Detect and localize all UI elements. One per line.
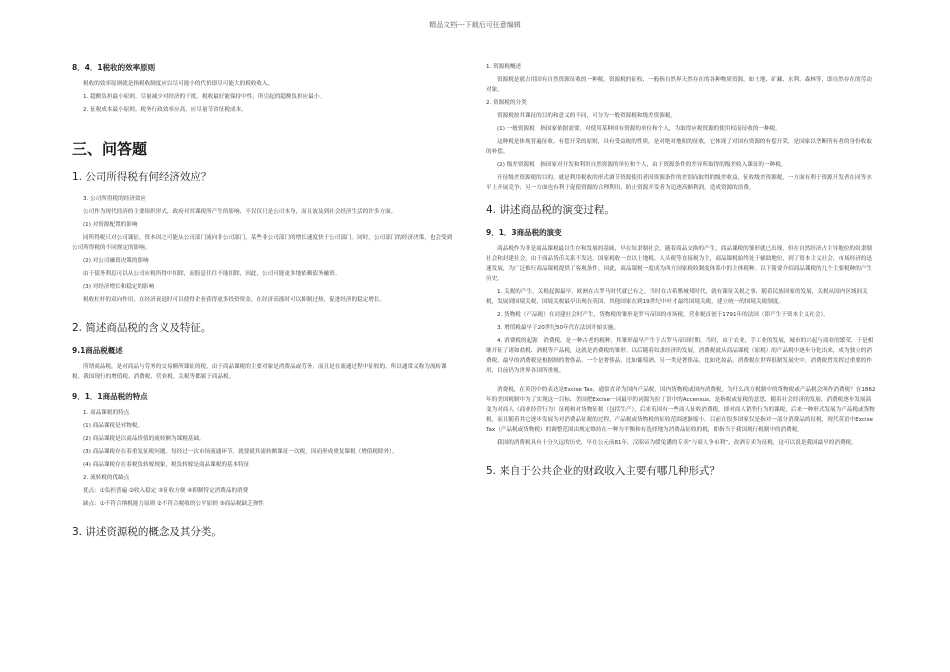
paragraph: (1) 一般资源税 指国家依据需要，对使用某种国有资源的单位和个人，为取得应税资源的使用权而征收的一种税。: [497, 126, 781, 132]
paragraph: 所谓商品税，是对商品与劳务的交易额所课征的税，由于商品课税的主要对象是消费品或劳务，而且是在流通过程中征收的，所以通常又称为流转课税。我国现行的增值税、消费税、营业税、关税等都属于商品税。: [72, 364, 447, 380]
paragraph: (2) 对公司融资决策的影响: [83, 258, 149, 264]
paragraph: 4. 消费税的起源 消费税，是一种古老的税种，其雏形最早产生于古罗马帝国时期。当时，由于农业、手工业的发展，城市的兴起与商业的繁荣，于是相继开征了诸如盐税、酒税等产品税，这就是消费税的雏形。以后随着奴隶经济的发展，消费税就从商品课税（原税）的产品税中逐步分化出来，成为独立的消费税。最早的消费税是根据制的奢侈品，一个是奢侈品，比如葡萄酒、另一类是奢侈品，比如化妆品，消费税在世界很制发展史中，消费税曾发挥过重要的作用，目前仍为世界各国所重视。: [486, 338, 874, 374]
section-heading-91: 9.1商品税概述: [72, 346, 123, 355]
paragraph: 2. 流转税的优缺点: [83, 475, 130, 481]
paragraph: 消费税，在英语中的表达是Excise Tax，通常直译为国内产品税，国内货物税或国内消费税。为什么西方税制中的货物税或产品税会叫作消费税？在1862年的美国税制中为了实现这一目标，美国把Excise一词最早的词源为拉丁语中的Accensus，是指税或征税的意思，随着社会经济的发展，消费税逐步发展演变为对商人（商业经营行为）征税和对货物征税（包括生产），后来英国有一些商人征收消费税，即对商人销售行为的课税，后来一种形式发展为产品税或货物税，而且随着其它逐步发展为对消费品征税的过程，产品税或货物税的征收范围逐渐缩小，目前在很多国家仅是指对一部分消费品的征税，现代英语中Excise Tax（产品税或货物税）的调整范围由规定维持在一种为平衡和有选择地为消费品征收的税，即指当于我国现行税制中的消费税。: [486, 387, 876, 433]
paragraph: 3. 增值税最早于20世纪50年代在法国开始实施。: [497, 325, 620, 331]
question-1: 1. 公司所得税有何经济效应？: [72, 171, 212, 183]
paragraph: (2) 级差资源税 指国家对开发和利用自然资源的单位和个人，由于资源条件的差异所取得的级差收入课征的一种税。: [497, 162, 787, 168]
page-header: 精品文档---下载后可任意编辑: [429, 21, 521, 29]
paragraph: 2. 货物税（产品税）在封建社会时产生，货物税的雏形是罗马帝国的市场税，营业税首创于1791年的法国（即产生于资本主义社会）。: [497, 312, 829, 318]
paragraph: 1. 资源税概述: [486, 64, 522, 70]
paragraph: (1) 商品课税是对物税。: [83, 423, 144, 429]
paragraph: 优点：①负担普遍 ②收入稳定 ③征收方便 ④抑制特定消费品的消费: [83, 488, 249, 494]
paragraph: 商品税作为非是商品课税最以生存和发展的基础，早在奴隶制社会，随着商品交换的产生，商品课税的雏形就已出现，但在自然经济占主导地位的奴隶制社会和封建社会，由于商品货币关系不发达，国家税收一直以土地税、人头税等直接税为主，商品课税始终处于辅助地位，到了资本主义社会，市场经济的迅速发展，为广泛推行商品课税提供了客观条件，因此，商品课税一度成为西方国家税收制度体系中的主体税种。以下简要介绍商品课税的几个主要税种的产生历史。: [486, 246, 872, 282]
paragraph: (3) 对经济增长和稳定的影响: [83, 284, 155, 290]
section-heading-841: 8．4．1税收的效率原则: [72, 63, 156, 72]
left-column: [72, 62, 456, 549]
paragraph: 1. 超额负担最小原则。尽量减少对经济的干扰，税收最好能保持中性，所引起的超额负担应最小。: [83, 94, 326, 100]
paragraph: 这种税是体现普遍征收、有偿开采的原则，具有受益税的性质，是对绝对地租的征收，它体现了对国有资源的有偿开采，是国家以垄断所有者的身份收取的补偿。: [486, 139, 872, 155]
paragraph: 缺点：①不符合纳税能力原则 ②不符合税收的公平原则 ③商品税缺乏弹性: [83, 501, 264, 507]
paragraph: 1. 关税的产生。关税起源最早，欧洲在古罗马时代就已有之，当时在古希腊城邦时代，就有课征关税之事，随着民族国家的发展，关税从国内区域间关税，发展到国境关税，国境关税最早出现在英国，其他国家在到19世纪中叶才最终国境关税，建立统一的国境关税制度。: [486, 289, 868, 305]
paragraph: 1. 商品课税的特点: [83, 410, 130, 416]
paragraph: 公司作为现代经济的主要组织形式，政府对其课税所产生的影响，不仅仅只是公司本身，而且波及到社会经济生活的许多方面。: [83, 209, 397, 215]
paragraph: 2. 征税成本最小原则。税务行政效率应高，应尽量节省征税成本。: [83, 107, 247, 113]
paragraph: 由于债务利息可以从公司应税所得中扣除，而股息往往不能扣除，因此，公司可能更多地依赖债务融资。: [83, 271, 341, 277]
paragraph: (1) 对资源配置的影响: [83, 222, 138, 228]
question-4: 4. 讲述商品税的演变过程。: [486, 204, 615, 216]
paragraph: 开征级差资源税的目的，就是利用税收的形式调节资源使用者因资源条件的差别而取得的级差收益，征收级差资源税，一方面有利于资源开发者在同等水平上开展竞争；另一方面也有利于促使资源的合理利用，防止资源开发者为追逐高额利润，造成资源的浪费。: [486, 175, 872, 191]
paragraph: 资源税按其课征的目的和意义的不同，可分为一般资源税和级差资源税。: [497, 113, 677, 119]
question-3: 3. 讲述资源税的概念及其分类。: [72, 526, 222, 538]
paragraph: 2. 资源税的分类: [486, 100, 527, 106]
section-title: 三、问答题: [72, 140, 148, 158]
paragraph: 同所得税只对公司课征，资本因之可能从公司部门流向非公司部门，某些非公司部门的增长速度快于公司部门。同时，公司部门的经济决策，也会受到公司所得税的不同规定的影响。: [72, 235, 453, 251]
question-2: 2. 简述商品税的含义及特征。: [72, 322, 212, 334]
paragraph: 3. 公司所得税的经济效应: [83, 196, 147, 202]
section-heading-911: 9．1．1商品税的特点: [72, 392, 148, 401]
paragraph: (4) 商品课税存在着税负转嫁现象，税负转嫁是商品课税的基本特征: [83, 462, 250, 468]
right-column: [486, 62, 876, 488]
paragraph: (2) 商品课税是以商品价值的流转额为课税基础。: [83, 436, 205, 442]
paragraph: 税收的效率原则就是指税收制度应以尽可能小的代价即尽可能大的税收收入。: [83, 81, 274, 87]
paragraph: 税收杠杆的双向作用，在经济衰退时可以使得企业获得更多投资资金，在经济高涨时可以抑制过热，促进经济的稳定增长。: [83, 297, 386, 303]
paragraph: 资源税是就占用国有自然资源征收的一种税。资源税的征收，一般指自然界天然存在的各种物质资源，如土地、矿藏、水利、森林等，即自然存在的劳动对象。: [486, 77, 872, 93]
paragraph: (3) 商品课税存在着重复征税问题。每经过一次市场流通环节，就要就其流转额课征一次税，因而形成重复课税（增值税除外）。: [83, 449, 398, 455]
section-heading-913: 9．1．3商品税的演变: [486, 228, 562, 237]
question-5: 5. 来自于公共企业的财政收入主要有哪几种形式？: [486, 465, 720, 477]
paragraph: 我国的消费税具有十分久远的历史，早在公元前81年，汉昭帝为缓兔潘的专卖“与商人争市利”，改酒专卖为征税，这可以说是我国最早的消费税。: [497, 440, 857, 446]
